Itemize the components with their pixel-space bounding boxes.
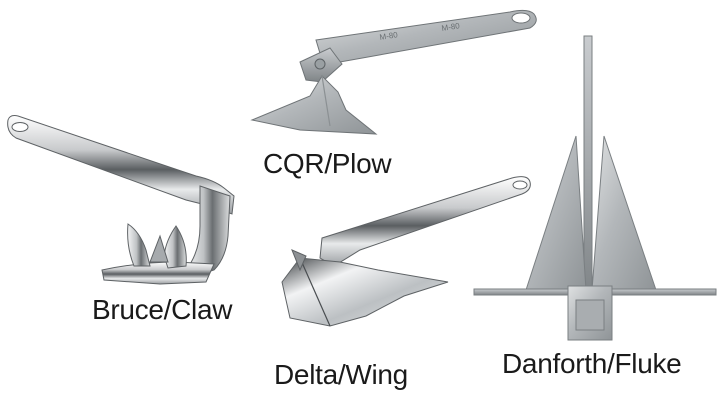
- bruce-claw-anchor: [8, 116, 234, 285]
- label-danforth-fluke: Danforth/Fluke: [502, 348, 682, 379]
- label-bruce-claw: Bruce/Claw: [92, 294, 233, 325]
- bruce-shank-eye: [12, 123, 28, 132]
- label-cqr-plow: CQR/Plow: [263, 148, 392, 179]
- delta-shank-eye: [513, 181, 527, 189]
- cqr-plow-anchor: [252, 10, 536, 134]
- label-delta-wing: Delta/Wing: [274, 359, 408, 390]
- danforth-shank: [584, 36, 592, 298]
- cqr-plow-blade: [252, 76, 376, 134]
- cqr-shank-marking-right: M-80: [440, 21, 461, 33]
- danforth-fluke-left: [526, 136, 586, 290]
- delta-wing-plate: [282, 258, 448, 326]
- bruce-claw-fluke-left: [128, 224, 150, 266]
- danforth-fluke-right: [592, 136, 656, 290]
- delta-shank: [320, 177, 530, 266]
- delta-wing-anchor: [282, 177, 530, 326]
- cqr-shank-marking-left: M-80: [378, 30, 399, 42]
- cqr-shank: [316, 10, 536, 62]
- cqr-shank-eye: [512, 13, 530, 23]
- bruce-claw: [102, 262, 214, 284]
